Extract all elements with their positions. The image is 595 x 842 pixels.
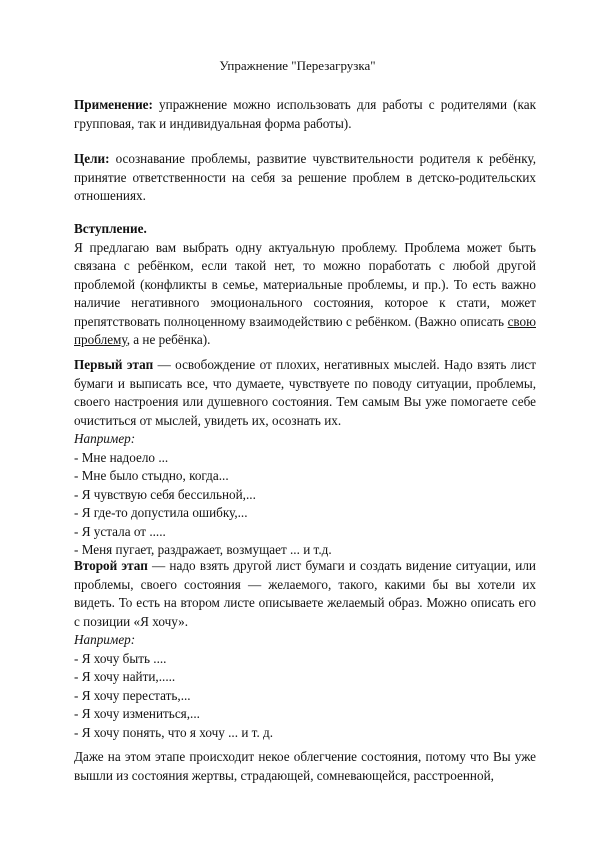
goals-text: осознавание проблемы, развитие чувствительности родителя к ребёнку, принятие ответственности на себя за решение проблем в детско-родительских отношениях.: [74, 151, 536, 203]
list-item: - Я хочу понять, что я хочу ... и т. д.: [74, 724, 274, 740]
intro-text: Я предлагаю вам выбрать одну актуальную проблему. Проблема может быть связана с ребёнком, если такой нет, то можно поработать с любой другой проблемой (конфликты в семье, материальные проблемы, и пр.). То есть важно наличие негативного эмоционального состояния, которое к стати, может препятствовать полноценному взаимодействию с ребёнком. (Важно описать: [74, 239, 536, 329]
stage2-example-label: Например:: [74, 632, 136, 647]
list-item: - Я хочу найти,.....: [74, 669, 176, 684]
stage1-text: — освобождение от плохих, негативных мыслей. Надо взять лист бумаги и выписать все, что думаете, чувствуете по поводу ситуации, проблемы, своего настроения или душевного состояния. Тем самым Вы уже помогаете себе очиститься от мыслей, увидеть их, осознать их.: [74, 357, 536, 428]
list-item: - Я хочу измениться,...: [74, 706, 200, 721]
goals-paragraph: [74, 150, 536, 206]
list-item: - Я где-то допустила ошибку,...: [74, 505, 248, 520]
goals-label: Цели:: [74, 151, 110, 166]
intro-underlined: свою проблему: [74, 313, 536, 347]
intro-heading: Вступление.: [74, 221, 147, 236]
stage2-label: Второй этап: [74, 558, 148, 573]
closing-paragraph: [74, 748, 536, 785]
list-item: - Я хочу перестать,...: [74, 687, 191, 703]
list-item: - Я чувствую себя бессильной,...: [74, 486, 256, 502]
application-label: Применение:: [74, 97, 153, 112]
list-item: - Меня пугает, раздражает, возмущает ... и т.д.: [74, 542, 332, 557]
page-title: Упражнение "Перезагрузка": [219, 58, 376, 73]
stage1-section: [74, 356, 536, 560]
closing-text: Даже на этом этапе происходит некое облегчение состояния, потому что Вы уже вышли из состояния жертвы, страдающей, сомневающейся, расстроенной,: [74, 749, 536, 783]
stage1-label: Первый этап: [74, 357, 154, 372]
stage1-example-label: Например:: [74, 431, 136, 446]
intro-section: [74, 220, 536, 350]
application-text: упражнение можно использовать для работы с родителями (как групповая, так и индивидуальная форма работы).: [74, 97, 536, 131]
stage2-section: [74, 557, 536, 742]
intro-text-end: , а не ребёнка).: [126, 332, 211, 347]
application-paragraph: [74, 96, 536, 133]
list-item: - Я хочу быть ....: [74, 650, 167, 666]
list-item: - Я устала от .....: [74, 523, 166, 539]
list-item: - Мне было стыдно, когда...: [74, 468, 229, 483]
stage2-text: — надо взять другой лист бумаги и создать видение ситуации, или проблемы, своего состояния — желаемого, такого, какими бы вы хотели их видеть. То есть на втором листе описываете желаемый образ. Можно описать его с позиции «Я хочу».: [74, 558, 536, 629]
list-item: - Мне надоело ...: [74, 449, 169, 465]
